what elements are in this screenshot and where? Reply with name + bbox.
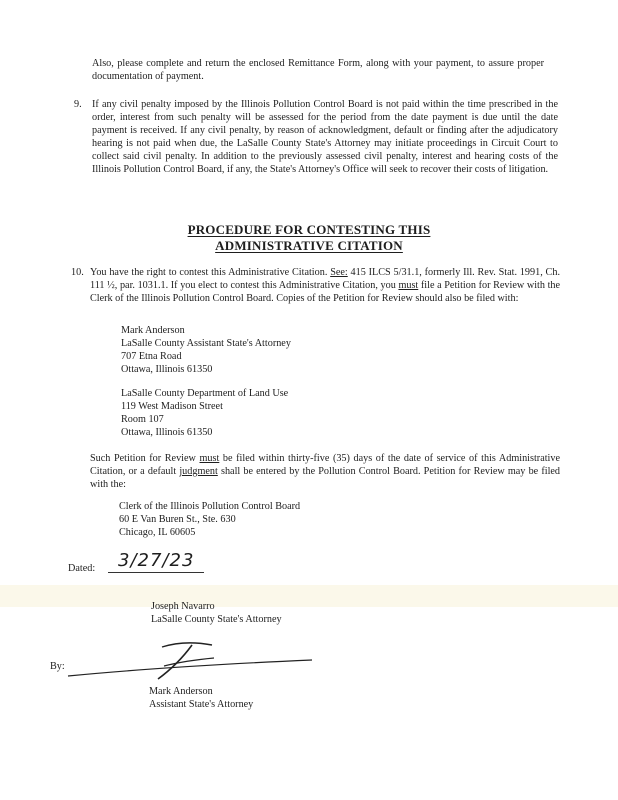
item-number-10: 10. — [71, 267, 84, 278]
dated-label: Dated: — [68, 563, 96, 574]
petition-part2: be filed within thirty-five (35) days of the date of service of this Administrative Citation, or a default — [90, 453, 561, 477]
petition-paragraph — [90, 452, 560, 491]
p10-part3: file a Petition for Review with the Clerk of the Illinois Pollution Control Board. Copies of the Petition for Review should also be filed with: — [90, 280, 561, 304]
scan-band — [0, 585, 618, 607]
address3-line3: Chicago, IL 60605 — [119, 527, 196, 538]
address3-line2: 60 E Van Buren St., Ste. 630 — [119, 514, 236, 525]
petition-must: must — [199, 453, 220, 464]
paragraph-10 — [90, 266, 560, 305]
item-number-9: 9. — [74, 99, 82, 110]
signer2-title: Assistant State's Attorney — [149, 699, 254, 710]
address1-line1: Mark Anderson — [121, 325, 185, 336]
date-underline — [108, 572, 204, 573]
procedure-heading-line2: ADMINISTRATIVE CITATION — [215, 238, 403, 253]
signer2-name: Mark Anderson — [149, 686, 213, 697]
address1-line3: 707 Etna Road — [121, 351, 182, 362]
remittance-paragraph: Also, please complete and return the enclosed Remittance Form, along with your payment, to assure proper documentation of payment. — [92, 58, 544, 82]
address-block-clerk — [119, 500, 300, 539]
address2-line4: Ottawa, Illinois 61350 — [121, 427, 213, 438]
paragraph-9: If any civil penalty imposed by the Illinois Pollution Control Board is not paid within the time prescribed in the order, interest from such penalty will be assessed for the period from the date payment is due until the date payment is received. If any civil penalty, by reason of acknowledgment, default or finding after the adjudicatory hearing is not paid when due, the LaSalle County State's Attorney may initiate proceedings in Circuit Court to collect said civil penalty. In addition to the previously assessed civil penalty, interest and hearing costs of the Illinois Pollution Control Board, if any, the State's Attorney's Office will seek to recover their costs of litigation. — [92, 99, 558, 175]
p10-see: See: — [330, 267, 348, 278]
address2-line2: 119 West Madison Street — [121, 401, 223, 412]
address1-line2: LaSalle County Assistant State's Attorney — [121, 338, 291, 349]
by-label: By: — [50, 661, 65, 672]
handwritten-date: 3/27/23 — [118, 550, 195, 571]
petition-part1: Such Petition for Review — [90, 453, 196, 464]
address-block-asa — [121, 324, 291, 376]
signer1-name: Joseph Navarro — [151, 601, 215, 612]
p10-part1: You have the right to contest this Administrative Citation. — [90, 267, 328, 278]
signer-state-attorney — [151, 600, 282, 626]
petition-part3: shall be entered by the Pollution Control Board. Petition for Review may be filed with the: — [90, 466, 561, 490]
address2-line3: Room 107 — [121, 414, 164, 425]
address1-line4: Ottawa, Illinois 61350 — [121, 364, 213, 375]
signer-assistant — [149, 685, 253, 711]
petition-judgment: judgment — [179, 466, 218, 477]
p10-must: must — [398, 280, 419, 291]
procedure-heading-line1: PROCEDURE FOR CONTESTING THIS — [187, 222, 431, 237]
address-block-land-use — [121, 387, 288, 439]
signer1-title: LaSalle County State's Attorney — [151, 614, 282, 625]
p10-part2: 415 ILCS 5/31.1, formerly Ill. Rev. Stat. 1991, Ch. 111 ½, par. 1031.1. If you elect to contest this Administrative Citation, you — [90, 267, 560, 291]
address3-line1: Clerk of the Illinois Pollution Control Board — [119, 501, 301, 512]
address2-line1: LaSalle County Department of Land Use — [121, 388, 289, 399]
